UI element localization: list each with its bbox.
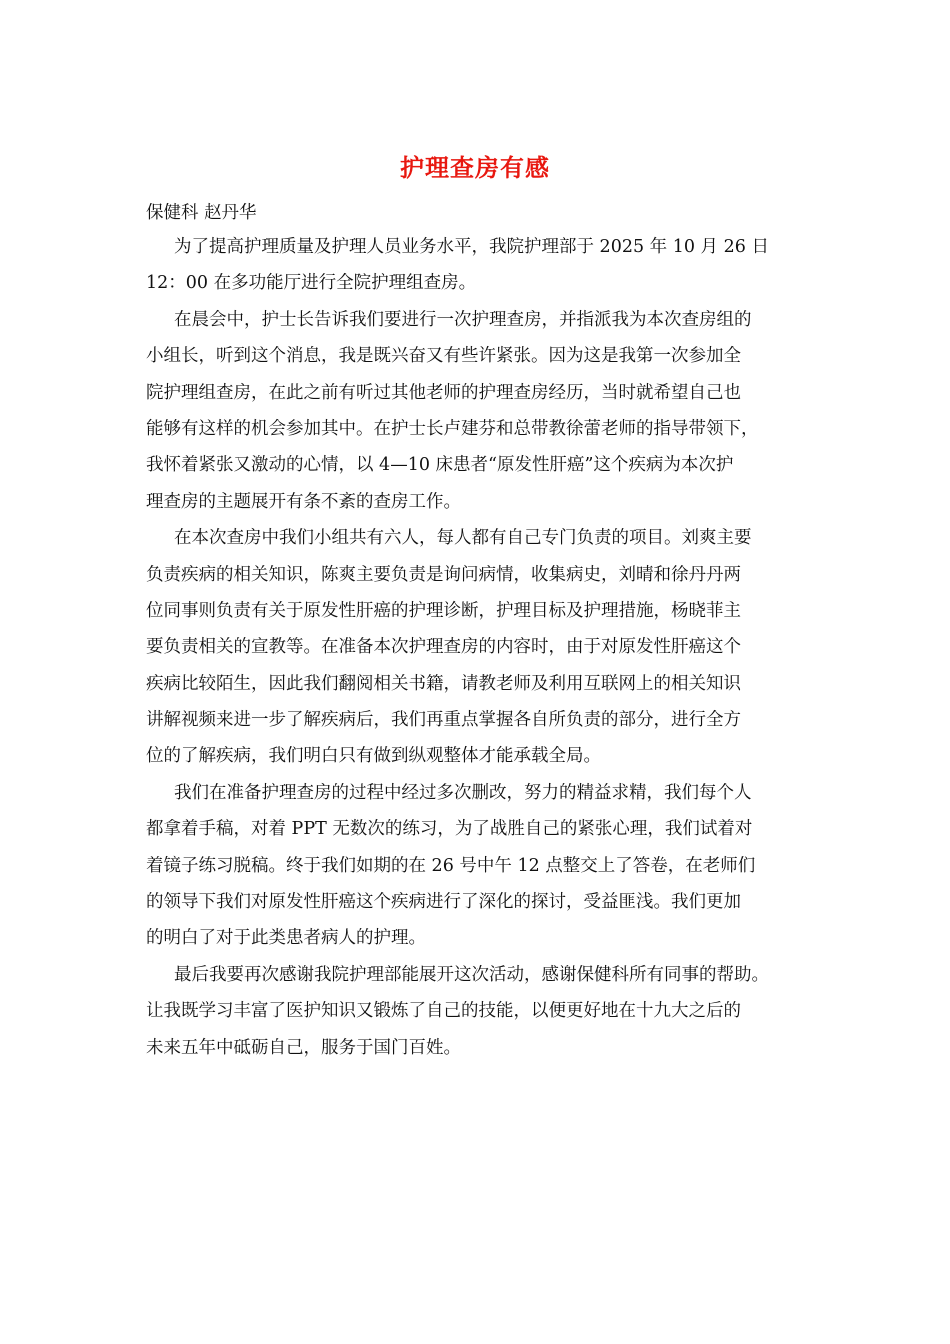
text-line: 在晨会中，护士长告诉我们要进行一次护理查房，并指派我为本次查房组的: [174, 309, 752, 330]
paragraph-5: [146, 957, 826, 1066]
text-line: 讲解视频来进一步了解疾病后，我们再重点掌握各自所负责的部分，进行全方: [146, 710, 741, 731]
paragraph-2: [146, 302, 826, 520]
text-line: 未来五年中砥砺自己，服务于国门百姓。: [146, 1037, 461, 1058]
document-title: 护理查房有感: [400, 153, 550, 182]
text-line: 院护理组查房，在此之前有听过其他老师的护理查房经历，当时就希望自己也: [146, 382, 741, 403]
author-line: 保健科 赵丹华: [146, 203, 257, 223]
text-line: 着镜子练习脱稿。终于我们如期的在 26 号中午 12 点整交上了答卷，在老师们: [146, 855, 756, 876]
text-line: 能够有这样的机会参加其中。在护士长卢建芬和总带教徐蕾老师的指导带领下，: [146, 418, 759, 439]
text-line: 的领导下我们对原发性肝癌这个疾病进行了深化的探讨，受益匪浅。我们更加: [146, 892, 741, 913]
paragraph-3: [146, 520, 826, 775]
text-line: 12：00 在多功能厅进行全院护理组查房。: [146, 273, 477, 294]
text-line: 理查房的主题展开有条不紊的查房工作。: [146, 491, 461, 512]
text-line: 位同事则负责有关于原发性肝癌的护理诊断，护理目标及护理措施，杨晓菲主: [146, 600, 741, 621]
text-line: 最后我要再次感谢我院护理部能展开这次活动，感谢保健科所有同事的帮助。: [174, 964, 769, 985]
text-line: 都拿着手稿，对着 PPT 无数次的练习，为了战胜自己的紧张心理，我们试着对: [146, 819, 753, 840]
text-line: 我们在准备护理查房的过程中经过多次删改，努力的精益求精，我们每个人: [174, 782, 752, 803]
text-line: 负责疾病的相关知识，陈爽主要负责是询问病情，收集病史，刘晴和徐丹丹两: [146, 564, 741, 585]
text-line: 位的了解疾病，我们明白只有做到纵观整体才能承载全局。: [146, 746, 601, 767]
text-line: 疾病比较陌生，因此我们翻阅相关书籍，请教老师及利用互联网上的相关知识: [146, 673, 741, 694]
text-line: 的明白了对于此类患者病人的护理。: [146, 928, 426, 949]
text-line: 为了提高护理质量及护理人员业务水平，我院护理部于 2025 年 10 月 26 日: [174, 237, 769, 257]
document-body: [146, 229, 826, 1066]
text-line: 在本次查房中我们小组共有六人，每人都有自己专门负责的项目。刘爽主要: [174, 528, 752, 549]
text-line: 我怀着紧张又激动的心情，以 4—10 床患者“原发性肝癌”这个疾病为本次护: [146, 455, 734, 476]
text-line: 要负责相关的宣教等。在准备本次护理查房的内容时，由于对原发性肝癌这个: [146, 637, 741, 658]
paragraph-1: [146, 229, 826, 302]
paragraph-4: [146, 775, 826, 957]
text-line: 小组长，听到这个消息，我是既兴奋又有些许紧张。因为这是我第一次参加全: [146, 346, 741, 367]
text-line: 让我既学习丰富了医护知识又锻炼了自己的技能，以便更好地在十九大之后的: [146, 1001, 741, 1022]
